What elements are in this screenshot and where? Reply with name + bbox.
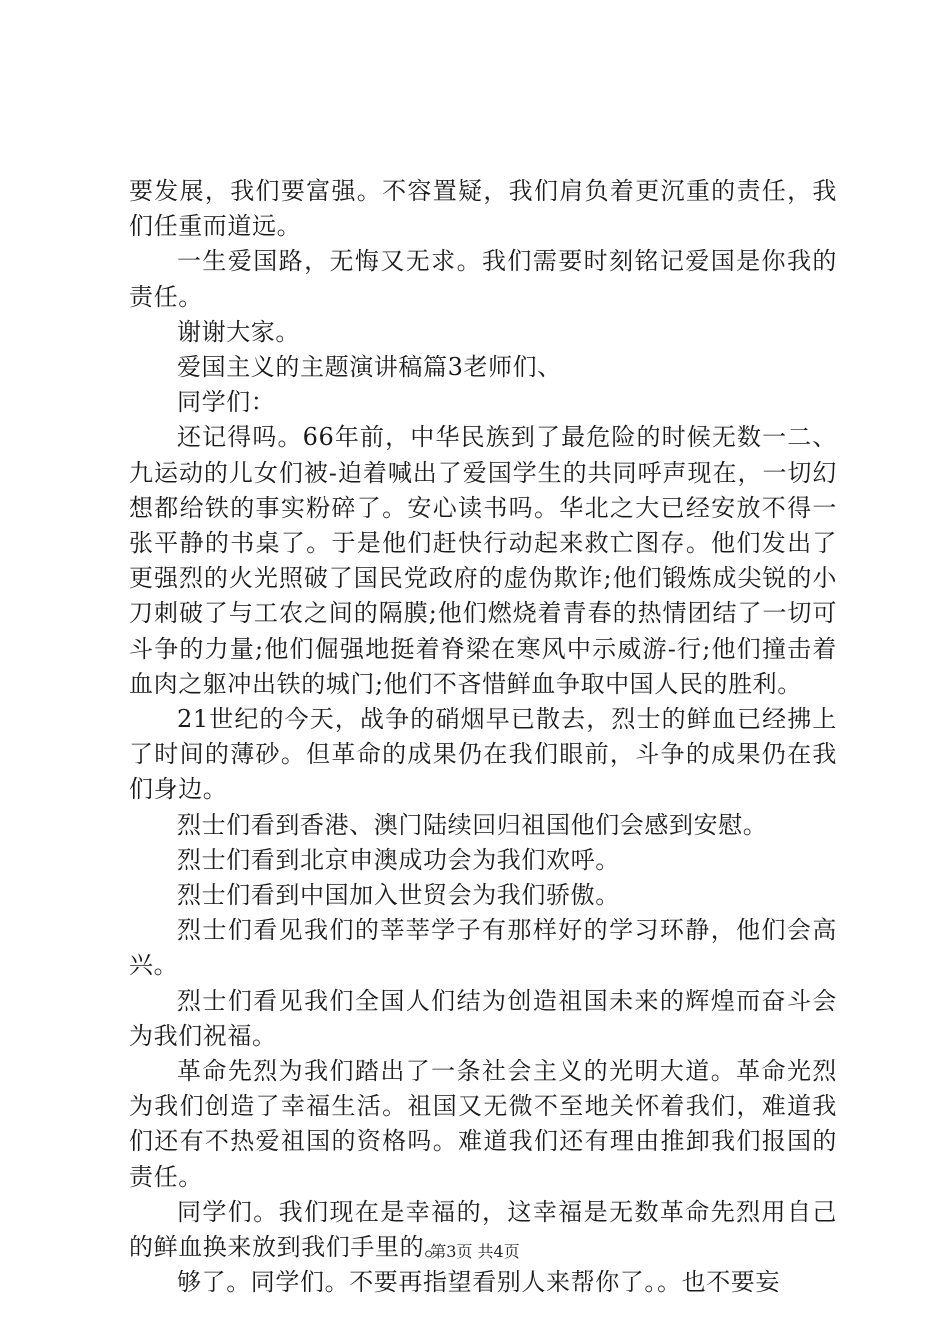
section-heading: 爱国主义的主题演讲稿篇3老师们、 bbox=[177, 353, 562, 382]
paragraph: 烈士们看到北京申澳成功会为我们欢呼。 bbox=[177, 845, 620, 874]
paragraph: 谢谢大家。 bbox=[177, 317, 300, 346]
paragraph: 一生爱国路，无悔又无求。我们需要时刻铭记爱国是你我的责任。 bbox=[129, 247, 837, 311]
paragraph: 革命先烈为我们踏出了一条社会主义的光明大道。革命光烈为我们创造了幸福生活。祖国又无微不至地关怀着我们，难道我们还有不热爱祖国的资格吗。难道我们还有理由推卸我们报国的责任。 bbox=[129, 1057, 837, 1191]
page-number-footer: 第3页 共4页 bbox=[430, 1242, 520, 1261]
paragraph: 要发展，我们要富强。不容置疑，我们肩负着更沉重的责任，我们任重而道远。 bbox=[129, 177, 837, 241]
salutation: 同学们： bbox=[177, 388, 276, 417]
document-body bbox=[129, 174, 837, 1301]
paragraph: 同学们。我们现在是幸福的，这幸福是无数革命先烈用自己的鲜血换来放到我们手里的。 bbox=[129, 1197, 837, 1262]
paragraph: 还记得吗。66年前，中华民族到了最危险的时候无数一二、九运动的儿女们被-迫着喊出了爱国学生的共同呼声现在，一切幻想都给铁的事实粉碎了。安心读书吗。华北之大已经安放不得一张平静的书桌了。于是他们赶快行动起来救亡图存。他们发出了更强烈的火光照破了国民党政府的虚伪欺诈;他们锻炼成尖锐的小刀刺破了与工农之间的隔膜;他们燃烧着青春的热情团结了一切可斗争的力量;他们倔强地挺着脊梁在寒风中示威游-行;他们撞击着血肉之躯冲出铁的城门;他们不吝惜鲜血争取中国人民的胜利。 bbox=[129, 423, 837, 698]
paragraph: 烈士们看见我们的莘莘学子有那样好的学习环静，他们会高兴。 bbox=[129, 916, 837, 980]
paragraph: 烈士们看到中国加入世贸会为我们骄傲。 bbox=[177, 881, 620, 910]
paragraph: 烈士们看到香港、澳门陆续回归祖国他们会感到安慰。 bbox=[177, 810, 768, 839]
paragraph: 21世纪的今天，战争的硝烟早已散去，烈士的鲜血已经拂上了时间的薄砂。但革命的成果仍在我们眼前，斗争的成果仍在我们身边。 bbox=[129, 705, 837, 804]
paragraph: 烈士们看见我们全国人们结为创造祖国未来的辉煌而奋斗会为我们祝福。 bbox=[129, 986, 837, 1050]
paragraph: 够了。同学们。不要再指望看别人来帮你了。。也不要妄 bbox=[177, 1268, 780, 1297]
